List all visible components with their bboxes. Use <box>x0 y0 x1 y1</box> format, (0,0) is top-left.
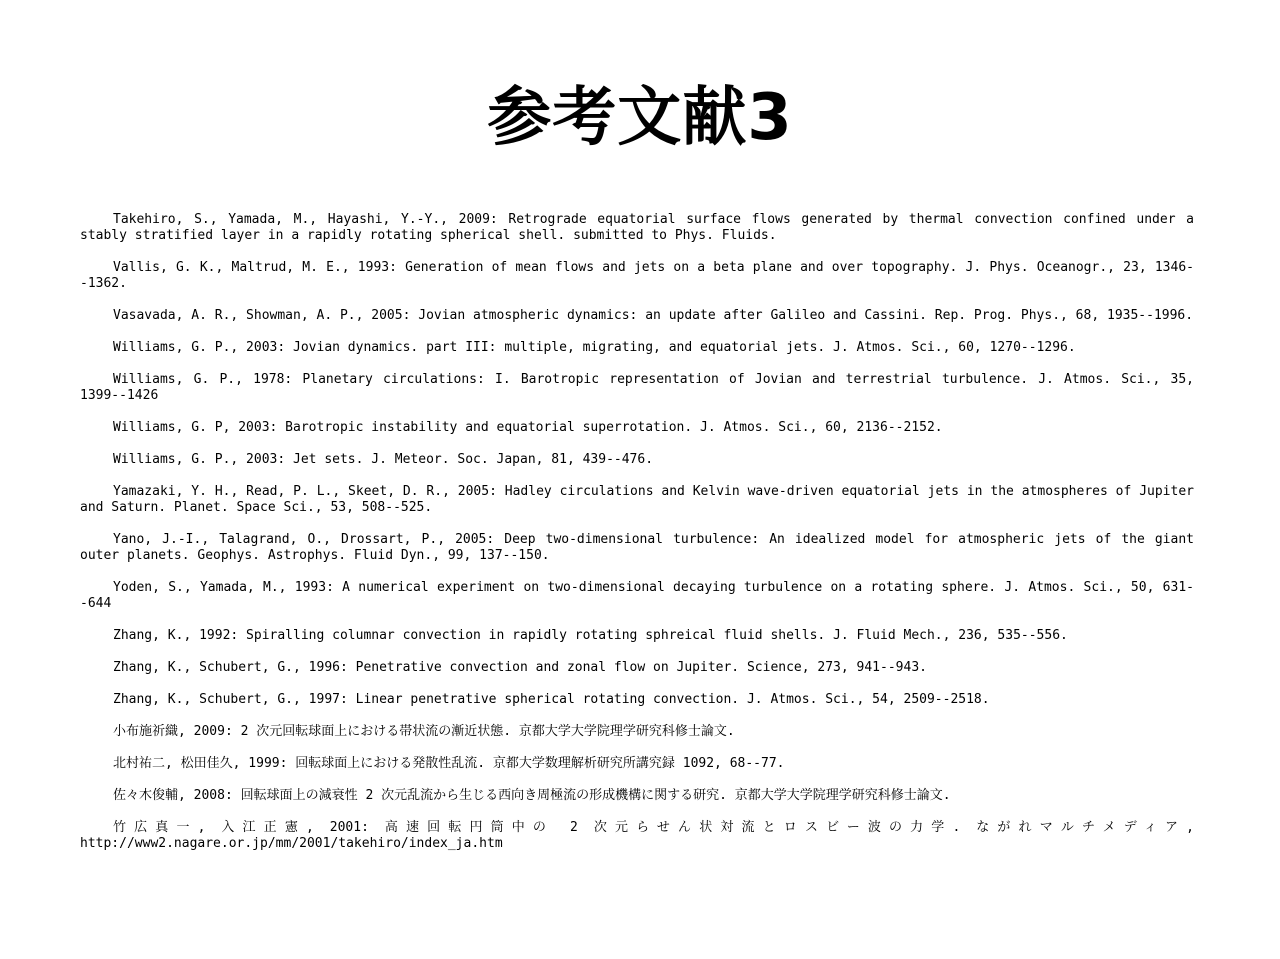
reference-item: Yano, J.-I., Talagrand, O., Drossart, P., 2005: Deep two-dimensional turbulence: An idealized model for atmospheric jets of the giant outer planets. Geophys. Astrophys. Fluid Dyn., 99, 137--150. <box>80 532 1194 563</box>
reference-item: Yoden, S., Yamada, M., 1993: A numerical experiment on two-dimensional decaying turbulence on a rotating sphere. J. Atmos. Sci., 50, 631--644 <box>80 580 1194 611</box>
reference-item: Takehiro, S., Yamada, M., Hayashi, Y.-Y., 2009: Retrograde equatorial surface flows generated by thermal convection confined under a stably stratified layer in a rapidly rotating spherical shell. submitted to Phys. Fluids. <box>80 212 1194 243</box>
reference-list <box>80 212 1194 852</box>
reference-item: Williams, G. P., 2003: Jet sets. J. Meteor. Soc. Japan, 81, 439--476. <box>113 452 654 467</box>
slide-title: 参考文献3 <box>487 81 793 155</box>
reference-item: Williams, G. P, 2003: Barotropic instability and equatorial superrotation. J. Atmos. Sci., 60, 2136--2152. <box>113 420 943 435</box>
reference-item: 竹広真一, 入江正憲, 2001: 高速回転円筒中の 2 次元らせん状対流とロスビー波の力学. ながれマルチメディア, http://www2.nagare.or.jp/mm/2001/takehiro/index_ja.htm <box>80 820 1194 851</box>
reference-item: 小布施祈織, 2009: 2 次元回転球面上における帯状流の漸近状態. 京都大学大学院理学研究科修士論文. <box>113 724 735 739</box>
reference-item: Williams, G. P., 2003: Jovian dynamics. part III: multiple, migrating, and equatorial jets. J. Atmos. Sci., 60, 1270--1296. <box>113 340 1076 355</box>
reference-item: Zhang, K., Schubert, G., 1996: Penetrative convection and zonal flow on Jupiter. Science, 273, 941--943. <box>113 660 927 675</box>
reference-item: Vasavada, A. R., Showman, A. P., 2005: Jovian atmospheric dynamics: an update after Galileo and Cassini. Rep. Prog. Phys., 68, 1935--1996. <box>113 308 1194 323</box>
reference-item: 北村祐二, 松田佳久, 1999: 回転球面上における発散性乱流. 京都大学数理解析研究所講究録 1092, 68--77. <box>113 756 785 771</box>
reference-item: Williams, G. P., 1978: Planetary circulations: I. Barotropic representation of Jovian and terrestrial turbulence. J. Atmos. Sci., 35, 1399--1426 <box>80 372 1194 403</box>
reference-item: Zhang, K., 1992: Spiralling columnar convection in rapidly rotating sphreical fluid shells. J. Fluid Mech., 236, 535--556. <box>113 628 1068 643</box>
reference-item: 佐々木俊輔, 2008: 回転球面上の減衰性 2 次元乱流から生じる西向き周極流の形成機構に関する研究. 京都大学大学院理学研究科修士論文. <box>113 788 951 803</box>
reference-item: Vallis, G. K., Maltrud, M. E., 1993: Generation of mean flows and jets on a beta plane and over topography. J. Phys. Oceanogr., 23, 1346--1362. <box>80 260 1194 291</box>
reference-item: Yamazaki, Y. H., Read, P. L., Skeet, D. R., 2005: Hadley circulations and Kelvin wave-driven equatorial jets in the atmospheres of Jupiter and Saturn. Planet. Space Sci., 53, 508--525. <box>80 484 1194 515</box>
reference-item: Zhang, K., Schubert, G., 1997: Linear penetrative spherical rotating convection. J. Atmos. Sci., 54, 2509--2518. <box>113 692 990 707</box>
